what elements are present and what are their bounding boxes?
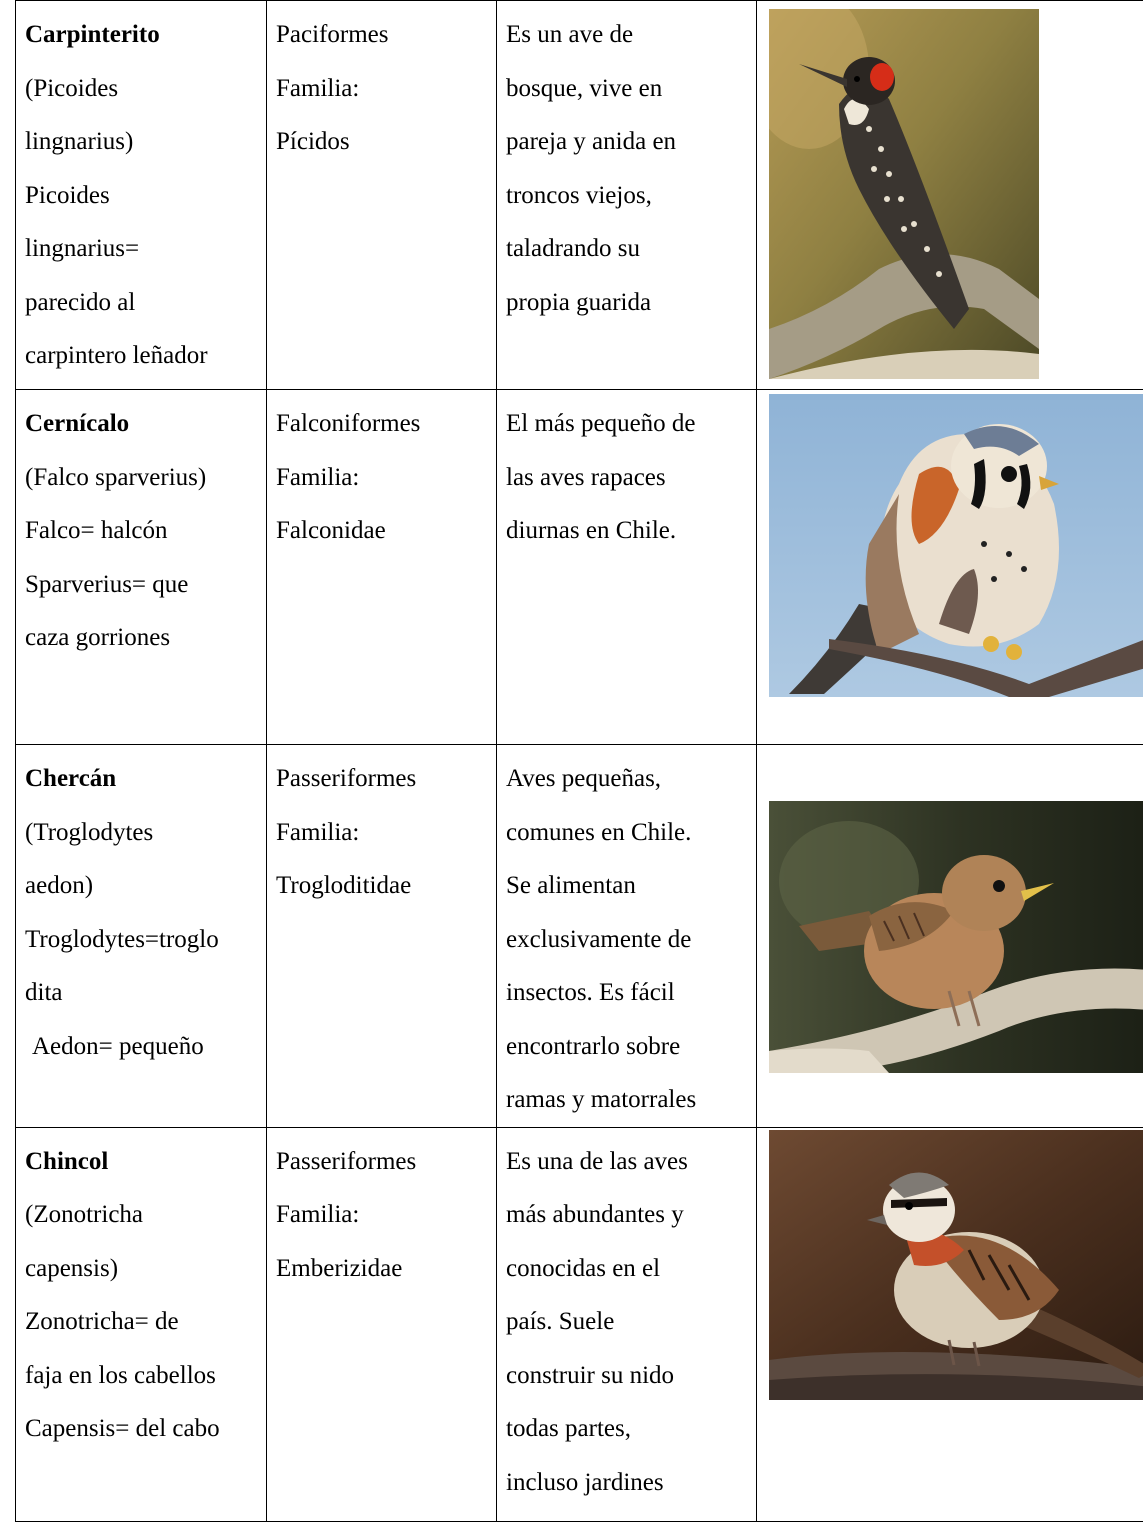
description-text-line: bosque, vive en <box>506 62 747 116</box>
species-text-line: Capensis= del cabo <box>25 1402 257 1456</box>
description-text-line: Es un ave de <box>506 8 747 62</box>
table-row <box>16 745 1143 1128</box>
species-name: Cernícalo <box>25 397 257 451</box>
species-text-line: Zonotricha= de <box>25 1295 257 1349</box>
species-cell <box>16 1 267 390</box>
order-text-line: Falconiformes <box>276 397 487 451</box>
description-cell <box>497 390 757 745</box>
species-text-line: (Troglodytes <box>25 806 257 860</box>
order-cell <box>267 1127 497 1521</box>
photo-cell <box>757 1127 1143 1521</box>
description-text-line: El más pequeño de <box>506 397 747 451</box>
species-text-line: caza gorriones <box>25 611 257 665</box>
order-cell <box>267 745 497 1128</box>
species-text-line: capensis) <box>25 1242 257 1296</box>
kestrel-photo <box>769 394 1143 697</box>
order-text-line: Trogloditidae <box>276 859 487 913</box>
species-text-line: aedon) <box>25 859 257 913</box>
species-name: Chercán <box>25 752 257 806</box>
species-text-line: lingnarius= <box>25 222 257 276</box>
species-text-line: (Picoides <box>25 62 257 116</box>
order-text-line: Pícidos <box>276 115 487 169</box>
order-text-line: Familia: <box>276 1188 487 1242</box>
order-text-line: Passeriformes <box>276 1135 487 1189</box>
description-text-line: más abundantes y <box>506 1188 747 1242</box>
description-text-line: Es una de las aves <box>506 1135 747 1189</box>
table-row <box>16 1127 1143 1521</box>
description-text-line: taladrando su <box>506 222 747 276</box>
description-text-line: insectos. Es fácil <box>506 966 747 1020</box>
species-text-line: lingnarius) <box>25 115 257 169</box>
species-cell <box>16 745 267 1128</box>
description-text-line: conocidas en el <box>506 1242 747 1296</box>
species-text-line: faja en los cabellos <box>25 1349 257 1403</box>
description-text-line: troncos viejos, <box>506 169 747 223</box>
order-text-line: Emberizidae <box>276 1242 487 1296</box>
species-text-line: Picoides <box>25 169 257 223</box>
woodpecker-photo <box>769 9 1039 379</box>
description-cell <box>497 1127 757 1521</box>
species-text-line: Falco= halcón <box>25 504 257 558</box>
description-text-line: pareja y anida en <box>506 115 747 169</box>
description-text-line: todas partes, <box>506 1402 747 1456</box>
order-cell <box>267 390 497 745</box>
description-text-line: construir su nido <box>506 1349 747 1403</box>
description-text-line: encontrarlo sobre <box>506 1020 747 1074</box>
order-cell <box>267 1 497 390</box>
species-text-line: dita <box>25 966 257 1020</box>
bird-table <box>15 0 1143 1522</box>
description-text-line: las aves rapaces <box>506 451 747 505</box>
description-text-line: país. Suele <box>506 1295 747 1349</box>
species-name: Chincol <box>25 1135 257 1189</box>
description-text-line: diurnas en Chile. <box>506 504 747 558</box>
photo-cell <box>757 1 1143 390</box>
photo-cell <box>757 390 1143 745</box>
species-text-line: Aedon= pequeño <box>25 1020 257 1074</box>
description-cell <box>497 745 757 1128</box>
species-name: Carpinterito <box>25 8 257 62</box>
sparrow-photo <box>769 1130 1143 1400</box>
description-text-line: exclusivamente de <box>506 913 747 967</box>
species-text-line: parecido al <box>25 276 257 330</box>
species-text-line: (Zonotricha <box>25 1188 257 1242</box>
species-text-line: Sparverius= que <box>25 558 257 612</box>
species-text-line: Troglodytes=troglo <box>25 913 257 967</box>
species-text-line: carpintero leñador <box>25 329 257 383</box>
order-text-line: Passeriformes <box>276 752 487 806</box>
description-cell <box>497 1 757 390</box>
order-text-line: Falconidae <box>276 504 487 558</box>
order-text-line: Familia: <box>276 806 487 860</box>
species-cell <box>16 390 267 745</box>
description-text-line: incluso jardines <box>506 1456 747 1510</box>
table-row <box>16 390 1143 745</box>
order-text-line: Paciformes <box>276 8 487 62</box>
description-text-line: ramas y matorrales <box>506 1073 747 1127</box>
order-text-line: Familia: <box>276 62 487 116</box>
species-cell <box>16 1127 267 1521</box>
order-text-line: Familia: <box>276 451 487 505</box>
species-text-line: (Falco sparverius) <box>25 451 257 505</box>
wren-photo <box>769 801 1143 1073</box>
description-text-line: Aves pequeñas, <box>506 752 747 806</box>
table-row <box>16 1 1143 390</box>
description-text-line: propia guarida <box>506 276 747 330</box>
photo-cell <box>757 745 1143 1128</box>
description-text-line: comunes en Chile. <box>506 806 747 860</box>
description-text-line: Se alimentan <box>506 859 747 913</box>
